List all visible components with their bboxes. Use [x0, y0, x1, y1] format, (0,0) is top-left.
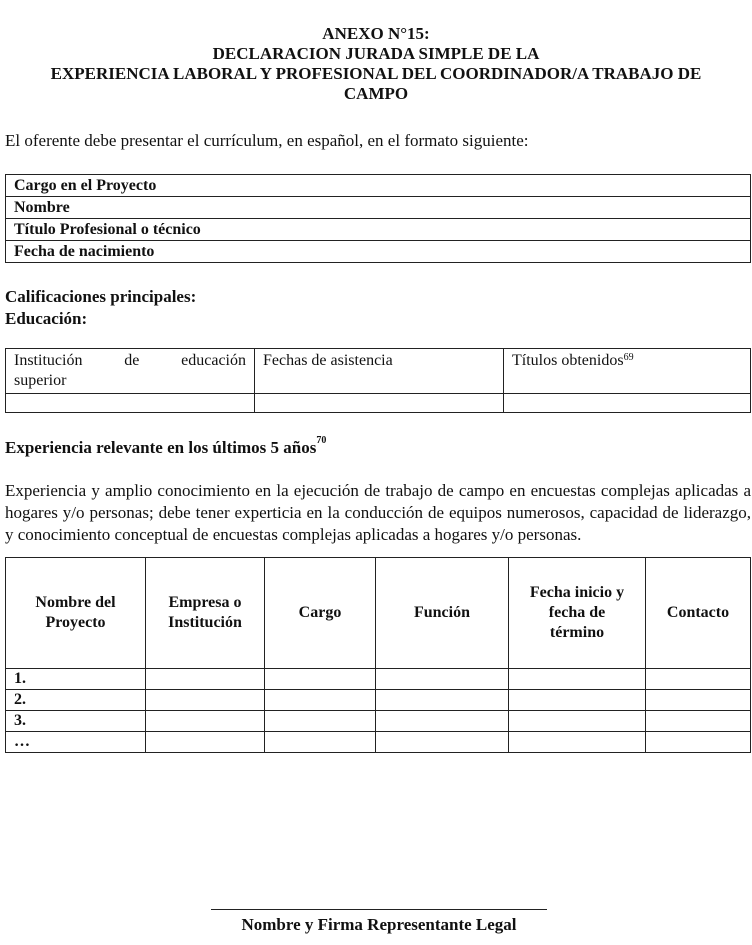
table-row	[6, 711, 751, 732]
edu-cell	[504, 394, 751, 413]
edu-col-titles	[504, 349, 751, 394]
info-cargo: Cargo en el Proyecto	[6, 175, 751, 197]
table-row	[6, 394, 751, 413]
education-table	[5, 348, 751, 413]
title-line-1: ANEXO N°15:	[322, 24, 430, 43]
education-heading: Educación:	[5, 309, 88, 328]
title-line-4: CAMPO	[343, 84, 409, 103]
experience-table	[5, 557, 751, 753]
footnote-69: 69	[623, 352, 634, 363]
col-header-dates: Fecha inicio y fecha de término	[509, 558, 646, 669]
table-row	[6, 732, 751, 753]
row-number: 2.	[6, 690, 146, 711]
edu-col-titles-label: Títulos obtenidos	[512, 352, 624, 369]
row-number: 3.	[6, 711, 146, 732]
info-fecha-nacimiento: Fecha de nacimiento	[6, 241, 751, 263]
edu-col-dates: Fechas de asistencia	[255, 349, 504, 394]
table-row	[6, 175, 751, 197]
table-row	[6, 219, 751, 241]
edu-col-institution-line1: Institución de educación	[14, 352, 246, 369]
table-header-row	[6, 349, 751, 394]
table-row	[6, 669, 751, 690]
document-title	[0, 24, 752, 104]
edu-col-institution	[6, 349, 255, 394]
info-titulo: Título Profesional o técnico	[6, 219, 751, 241]
col-header-company: Empresa o Institución	[146, 558, 265, 669]
row-number: …	[6, 732, 146, 753]
title-line-2: DECLARACION JURADA SIMPLE DE LA	[212, 44, 540, 63]
edu-cell	[6, 394, 255, 413]
signature-label: Nombre y Firma Representante Legal	[241, 915, 517, 934]
qualifications-heading: Calificaciones principales:	[5, 287, 197, 306]
table-row	[6, 241, 751, 263]
experience-heading-text: Experiencia relevante en los últimos 5 años	[5, 438, 317, 457]
col-header-project: Nombre del Proyecto	[6, 558, 146, 669]
title-line-3: EXPERIENCIA LABORAL Y PROFESIONAL DEL COORDINADOR/A TRABAJO DE	[50, 64, 702, 83]
row-number: 1.	[6, 669, 146, 690]
info-nombre: Nombre	[6, 197, 751, 219]
signature-line	[211, 909, 547, 910]
table-header-row	[6, 558, 751, 669]
experience-heading	[5, 435, 327, 458]
table-row	[6, 197, 751, 219]
col-header-cargo: Cargo	[265, 558, 376, 669]
footnote-70: 70	[316, 435, 327, 446]
intro-text: El oferente debe presentar el currículum, en español, en el formato siguiente:	[5, 131, 529, 150]
col-header-funcion: Función	[376, 558, 509, 669]
experience-paragraph: Experiencia y amplio conocimiento en la ejecución de trabajo de campo en encuestas complejas aplicadas a hogares y/o personas; debe tener experticia en la conducción de equipos numerosos, capacidad de liderazgo, y conocimiento conceptual de encuestas complejas aplicadas a hogares y/o personas.	[5, 481, 751, 544]
edu-cell	[255, 394, 504, 413]
personal-info-table	[5, 174, 751, 263]
edu-col-institution-line2: superior	[14, 372, 67, 389]
col-header-contact: Contacto	[646, 558, 751, 669]
table-row	[6, 690, 751, 711]
